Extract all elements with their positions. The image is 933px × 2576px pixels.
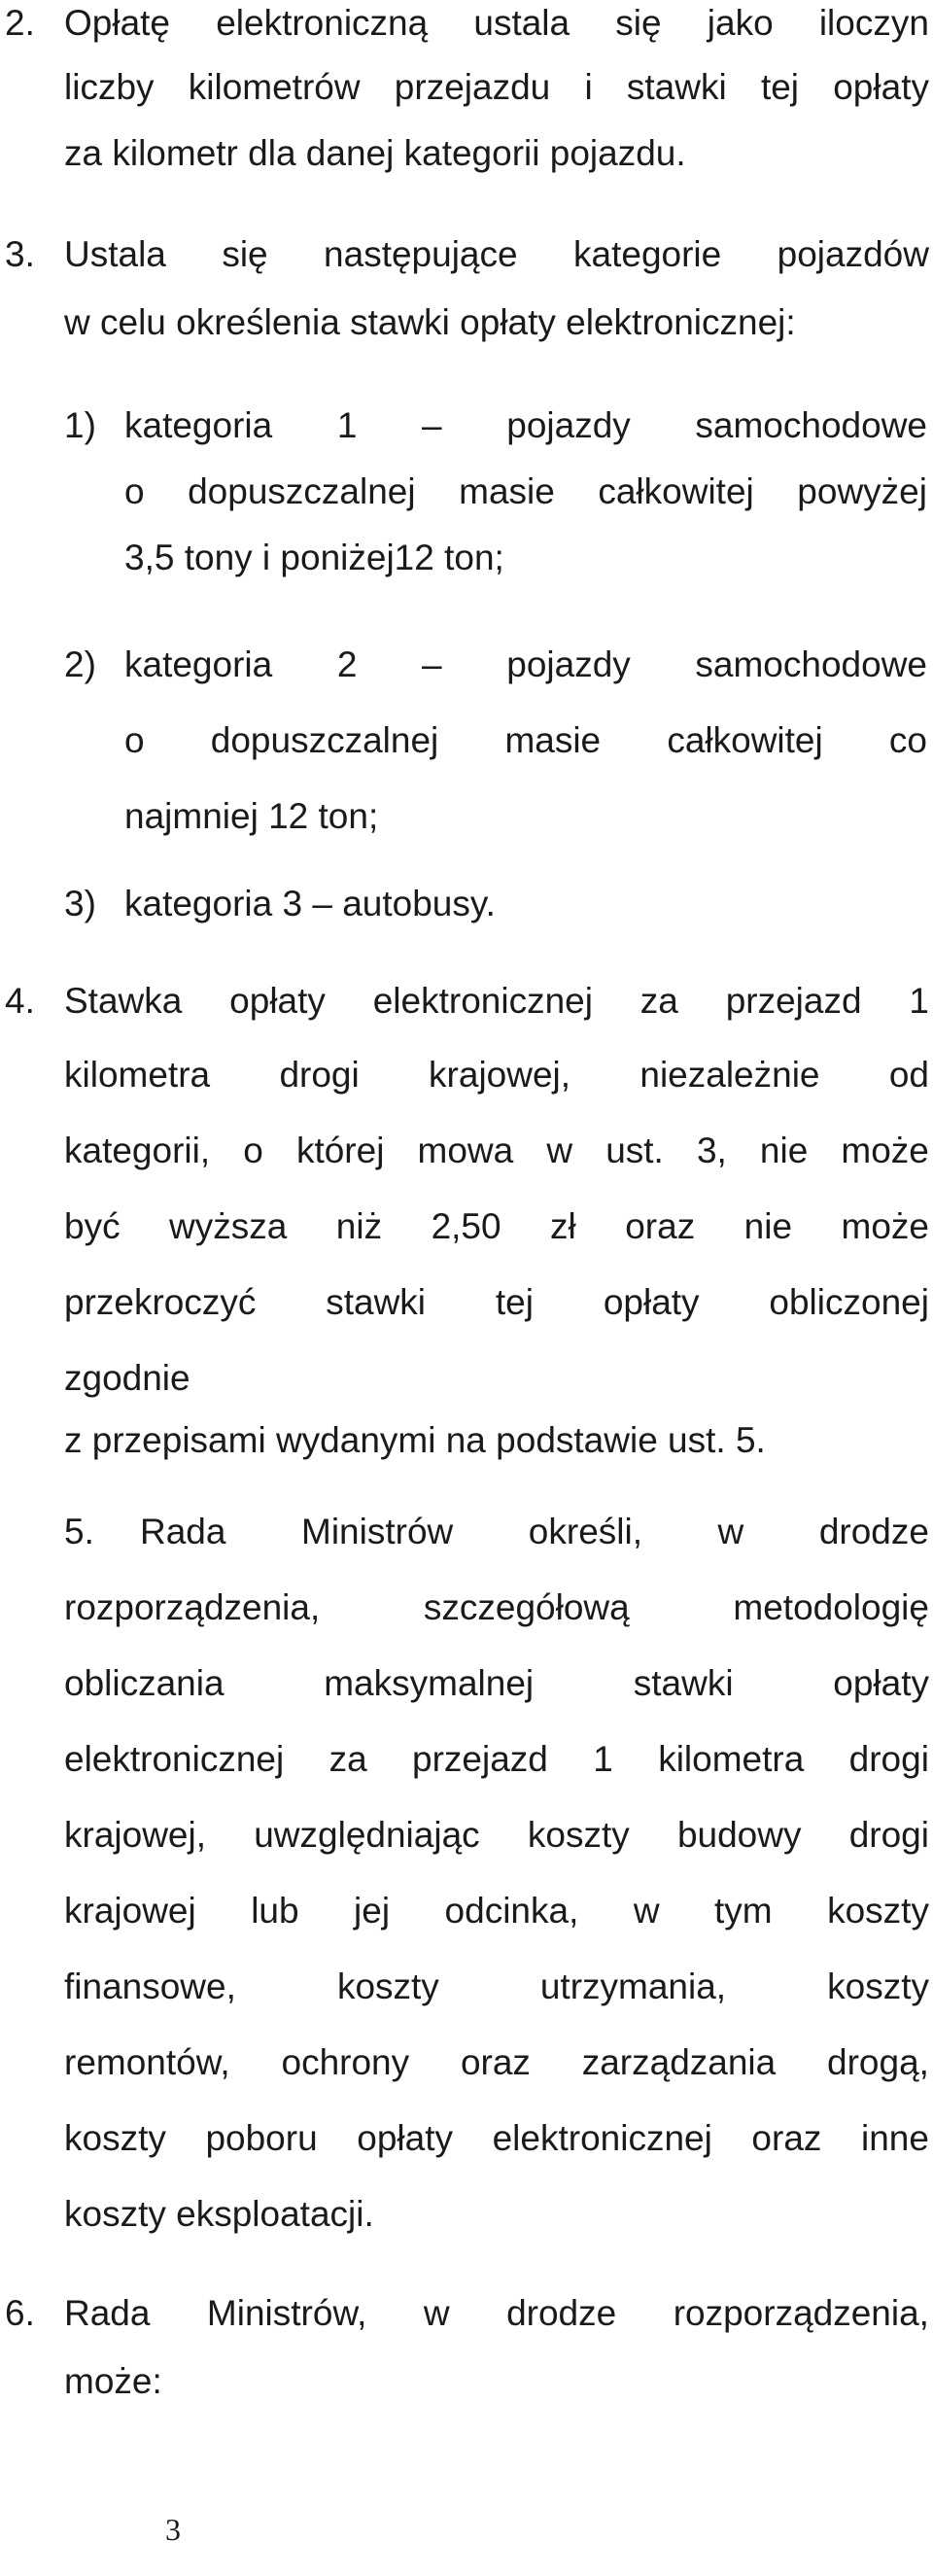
word: za	[328, 1739, 367, 1779]
word: przejazd	[412, 1739, 548, 1779]
word: opłaty	[357, 2118, 453, 2158]
word: dopuszczalnej	[210, 720, 439, 760]
list-item-3-number: 3)	[64, 884, 96, 923]
paragraph-5-line-8	[64, 2041, 929, 2084]
word: oraz	[751, 2118, 822, 2158]
paragraph-4-number: 4.	[5, 981, 35, 1021]
list-item-2-number: 2)	[64, 644, 96, 684]
list-item-3-line-1: kategoria 3 – autobusy.	[124, 884, 496, 923]
word: poboru	[205, 2118, 318, 2158]
paragraph-3-line-1	[64, 233, 929, 276]
paragraph-5-line-2	[64, 1586, 929, 1629]
word: zarządzania	[581, 2042, 777, 2082]
paragraph-4-line-6: zgodnie	[64, 1358, 190, 1398]
word: kilometra	[64, 1055, 211, 1095]
word: tym	[714, 1891, 773, 1931]
word: 3,	[696, 1131, 727, 1170]
word: elektronicznej	[372, 981, 593, 1021]
list-item-1-line-1	[124, 404, 927, 447]
word: o	[243, 1131, 263, 1170]
word: stawki	[633, 1663, 734, 1703]
word: następujące	[324, 234, 518, 274]
paragraph-4-line-3	[64, 1130, 929, 1172]
word: Ministrów,	[206, 2293, 367, 2333]
word: jej	[354, 1891, 391, 1931]
word: niezależnie	[639, 1055, 820, 1095]
word: stawki	[326, 1282, 427, 1322]
paragraph-4-line-7: z przepisami wydanymi na podstawie ust. 5.	[64, 1420, 766, 1460]
paragraph-5-line-5	[64, 1814, 929, 1857]
word: o	[124, 471, 145, 511]
word: Ministrów	[301, 1512, 454, 1551]
word: pojazdów	[777, 234, 929, 274]
word: może	[841, 1206, 929, 1246]
word: Rada	[64, 2293, 151, 2333]
word: masie	[459, 471, 555, 511]
word: koszty	[64, 2118, 166, 2158]
word: maksymalnej	[324, 1663, 535, 1703]
word: samochodowe	[695, 644, 927, 684]
word: lub	[251, 1891, 299, 1931]
word: szczegółową	[423, 1587, 630, 1627]
paragraph-5-line-4	[64, 1738, 929, 1781]
word: –	[422, 405, 442, 445]
word: finansowe,	[64, 1967, 236, 2006]
word: oraz	[625, 1206, 696, 1246]
word: od	[888, 1055, 929, 1095]
paragraph-2-number: 2.	[5, 3, 35, 43]
paragraph-5-line-1	[140, 1511, 929, 1553]
word: drogi	[848, 1815, 929, 1855]
word: ochrony	[281, 2042, 410, 2082]
word: obliczonej	[769, 1282, 929, 1322]
word: –	[422, 644, 442, 684]
word: ust.	[605, 1131, 664, 1170]
word: koszty	[527, 1815, 630, 1855]
word: pojazdy	[506, 644, 631, 684]
word: całkowitej	[598, 471, 754, 511]
paragraph-2-line-2	[64, 66, 929, 109]
word: tej	[495, 1282, 534, 1322]
paragraph-2-line-3: za kilometr dla danej kategorii pojazdu.	[64, 133, 686, 173]
word: opłaty	[833, 1663, 929, 1703]
word: elektronicznej	[64, 1739, 285, 1779]
word: koszty	[336, 1967, 439, 2006]
word: zł	[550, 1206, 576, 1246]
word: drogi	[848, 1739, 929, 1779]
word: ustala	[473, 3, 570, 43]
word: co	[888, 720, 927, 760]
word: budowy	[676, 1815, 802, 1855]
word: w	[423, 2293, 450, 2333]
word: drogą,	[827, 2042, 929, 2082]
list-item-2-line-3: najmniej 12 ton;	[124, 796, 379, 836]
paragraph-5-number: 5.	[64, 1512, 94, 1551]
word: krajowej,	[429, 1055, 571, 1095]
word: 2	[336, 644, 358, 684]
word: się	[222, 234, 268, 274]
word: 1	[909, 981, 929, 1021]
word: określi,	[528, 1512, 642, 1551]
word: stawki	[626, 67, 727, 107]
paragraph-5-line-10: koszty eksploatacji.	[64, 2194, 374, 2234]
word: Opłatę	[64, 3, 171, 43]
word: obliczania	[64, 1663, 225, 1703]
word: opłaty	[603, 1282, 700, 1322]
word: samochodowe	[695, 405, 927, 445]
word: kilometra	[658, 1739, 805, 1779]
word: masie	[504, 720, 602, 760]
word: nie	[743, 1206, 793, 1246]
word: dopuszczalnej	[188, 471, 416, 511]
word: drodze	[506, 2293, 617, 2333]
word: koszty	[827, 1967, 929, 2006]
word: 1	[336, 405, 358, 445]
word: uwzględniając	[254, 1815, 480, 1855]
word: się	[615, 3, 662, 43]
paragraph-4-line-1	[64, 980, 929, 1023]
list-item-2-line-1	[124, 644, 927, 686]
word: nie	[759, 1131, 809, 1170]
list-item-1-line-3: 3,5 tony i poniżej12 ton;	[124, 538, 504, 577]
word: 1	[593, 1739, 613, 1779]
word: rozporządzenia,	[64, 1587, 321, 1627]
paragraph-4-line-5	[64, 1281, 929, 1324]
word: kategoria	[124, 405, 273, 445]
paragraph-5-line-3	[64, 1662, 929, 1705]
word: kategorie	[573, 234, 722, 274]
word: elektroniczną	[216, 3, 429, 43]
word: której	[295, 1131, 385, 1170]
word: liczby	[64, 67, 155, 107]
word: całkowitej	[667, 720, 823, 760]
word: Ustala	[64, 234, 166, 274]
word: w	[546, 1131, 573, 1170]
paragraph-5-line-7	[64, 1966, 929, 2008]
word: drogi	[279, 1055, 360, 1095]
word: opłaty	[833, 67, 929, 107]
word: krajowej,	[64, 1815, 206, 1855]
word: przekroczyć	[64, 1282, 257, 1322]
word: w	[633, 1891, 660, 1931]
word: niż	[335, 1206, 383, 1246]
word: 2,50	[431, 1206, 501, 1246]
paragraph-4-line-4	[64, 1205, 929, 1248]
list-item-2-line-2	[124, 719, 927, 762]
list-item-1-number: 1)	[64, 405, 96, 445]
word: powyżej	[797, 471, 927, 511]
page-number: 3	[165, 2512, 181, 2547]
paragraph-6-line-2: może:	[64, 2361, 162, 2401]
word: może	[841, 1131, 929, 1170]
word: mowa	[417, 1131, 514, 1170]
word: krajowej	[64, 1891, 196, 1931]
word: kilometrów	[188, 67, 361, 107]
paragraph-3-line-2: w celu określenia stawki opłaty elektronicznej:	[64, 302, 796, 342]
word: odcinka,	[444, 1891, 579, 1931]
word: kategoria	[124, 644, 273, 684]
word: elektronicznej	[492, 2118, 712, 2158]
paragraph-2-line-1	[64, 2, 929, 45]
word: remontów,	[64, 2042, 230, 2082]
paragraph-5-line-9	[64, 2117, 929, 2160]
word: drodze	[818, 1512, 929, 1551]
word: tej	[760, 67, 800, 107]
word: koszty	[827, 1891, 929, 1931]
word: utrzymania,	[539, 1967, 727, 2006]
word: rozporządzenia,	[673, 2293, 929, 2333]
word: o	[124, 720, 145, 760]
word: opłaty	[229, 981, 326, 1021]
word: wyższa	[169, 1206, 288, 1246]
paragraph-5-line-6	[64, 1890, 929, 1932]
word: oraz	[460, 2042, 531, 2082]
paragraph-6-line-1	[64, 2292, 929, 2335]
word: w	[717, 1512, 744, 1551]
word: przejazd	[725, 981, 862, 1021]
word: Stawka	[64, 981, 183, 1021]
word: Rada	[140, 1512, 226, 1551]
word: przejazdu	[394, 67, 551, 107]
word: być	[64, 1206, 121, 1246]
word: iloczyn	[818, 3, 929, 43]
word: inne	[861, 2118, 929, 2158]
paragraph-3-number: 3.	[5, 234, 35, 274]
paragraph-6-number: 6.	[5, 2293, 35, 2333]
word: i	[584, 67, 593, 107]
paragraph-4-line-2	[64, 1054, 929, 1097]
list-item-1-line-2	[124, 470, 927, 513]
word: jako	[707, 3, 774, 43]
word: za	[639, 981, 678, 1021]
word: pojazdy	[506, 405, 631, 445]
word: metodologię	[733, 1587, 929, 1627]
word: kategorii,	[64, 1131, 211, 1170]
